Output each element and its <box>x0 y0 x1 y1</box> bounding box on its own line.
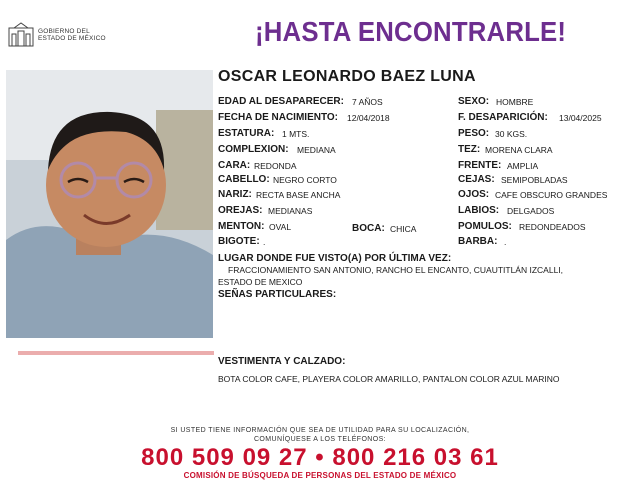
label-face: CARA: <box>218 160 251 171</box>
value-height: 1 MTS. <box>282 129 310 139</box>
value-ears: MEDIANAS <box>268 206 313 216</box>
label-particular-marks: SEÑAS PARTICULARES: <box>218 289 337 300</box>
label-forehead: FRENTE: <box>458 160 502 171</box>
phone-numbers: 800 509 09 27 • 800 216 03 61 <box>141 444 499 471</box>
value-build: MEDIANA <box>297 145 336 155</box>
missing-person-photo <box>6 70 213 338</box>
label-eyebrows: CEJAS: <box>458 174 495 185</box>
value-eyebrows: SEMIPOBLADAS <box>501 175 568 185</box>
label-height: ESTATURA: <box>218 128 275 139</box>
headline: ¡HASTA ENCONTRARLE! <box>255 16 567 47</box>
value-last-seen-line-1: FRACCIONAMIENTO SAN ANTONIO, RANCHO EL ENCANTO, CUAUTITLÁN IZCALLI, <box>228 265 564 275</box>
gov-line-2: ESTADO DE MÉXICO <box>38 35 106 42</box>
commission-name: COMISIÓN DE BÚSQUEDA DE PERSONAS DEL ESTADO DE MÉXICO <box>183 471 457 480</box>
label-cheekbones: POMULOS: <box>458 221 512 232</box>
value-weight: 30 KGS. <box>495 129 528 139</box>
label-birthdate: FECHA DE NACIMIENTO: <box>218 112 338 123</box>
value-complexion-tone: MORENA CLARA <box>485 145 553 155</box>
value-forehead: AMPLIA <box>507 161 539 171</box>
value-age: 7 AÑOS <box>352 97 383 107</box>
contact-info-line-1: SI USTED TIENE INFORMACIÓN QUE SEA DE UTILIDAD PARA SU LOCALIZACIÓN, <box>170 427 470 434</box>
value-sex: HOMBRE <box>496 97 534 107</box>
person-name: OSCAR LEONARDO BAEZ LUNA <box>218 68 476 85</box>
value-clothing: BOTA COLOR CAFE, PLAYERA COLOR AMARILLO, PANTALON COLOR AZUL MARINO <box>218 374 560 384</box>
label-chin: MENTON: <box>218 221 265 232</box>
value-face: REDONDA <box>254 161 297 171</box>
value-beard: . <box>504 237 507 247</box>
value-mouth: CHICA <box>390 224 417 234</box>
gov-line-1: GOBIERNO DEL <box>38 28 90 35</box>
label-weight: PESO: <box>458 128 490 139</box>
label-complexion-tone: TEZ: <box>458 144 481 155</box>
label-hair: CABELLO: <box>218 174 270 185</box>
label-eyes: OJOS: <box>458 189 490 200</box>
value-nose: RECTA BASE ANCHA <box>256 190 341 200</box>
value-birthdate: 12/04/2018 <box>347 113 390 123</box>
label-last-seen: LUGAR DONDE FUE VISTO(A) POR ÚLTIMA VEZ: <box>218 253 452 264</box>
label-build: COMPLEXION: <box>218 144 289 155</box>
label-age: EDAD AL DESAPARECER: <box>218 96 344 107</box>
label-lips: LABIOS: <box>458 205 500 216</box>
contact-info-line-2: COMUNÍQUESE A LOS TELÉFONOS: <box>253 436 387 443</box>
label-clothing: VESTIMENTA Y CALZADO: <box>218 356 346 367</box>
value-eyes: CAFE OBSCURO GRANDES <box>495 190 608 200</box>
label-ears: OREJAS: <box>218 205 263 216</box>
label-mouth: BOCA: <box>352 223 385 234</box>
label-disappearance-date: F. DESAPARICIÓN: <box>458 112 548 123</box>
red-caption-strip <box>18 348 214 358</box>
state-logo <box>8 22 118 52</box>
value-cheekbones: REDONDEADOS <box>519 222 586 232</box>
value-lips: DELGADOS <box>507 206 555 216</box>
label-sex: SEXO: <box>458 96 490 107</box>
child-portrait-illustration <box>6 70 213 338</box>
label-mustache: BIGOTE: <box>218 236 260 247</box>
label-nose: NARIZ: <box>218 189 252 200</box>
label-beard: BARBA: <box>458 236 498 247</box>
value-last-seen-line-2: ESTADO DE MEXICO <box>218 277 303 287</box>
value-hair: NEGRO CORTO <box>273 175 337 185</box>
value-mustache: . <box>263 237 266 247</box>
value-chin: OVAL <box>269 222 292 232</box>
state-seal-icon <box>8 22 34 48</box>
value-disappearance-date: 13/04/2025 <box>559 113 602 123</box>
